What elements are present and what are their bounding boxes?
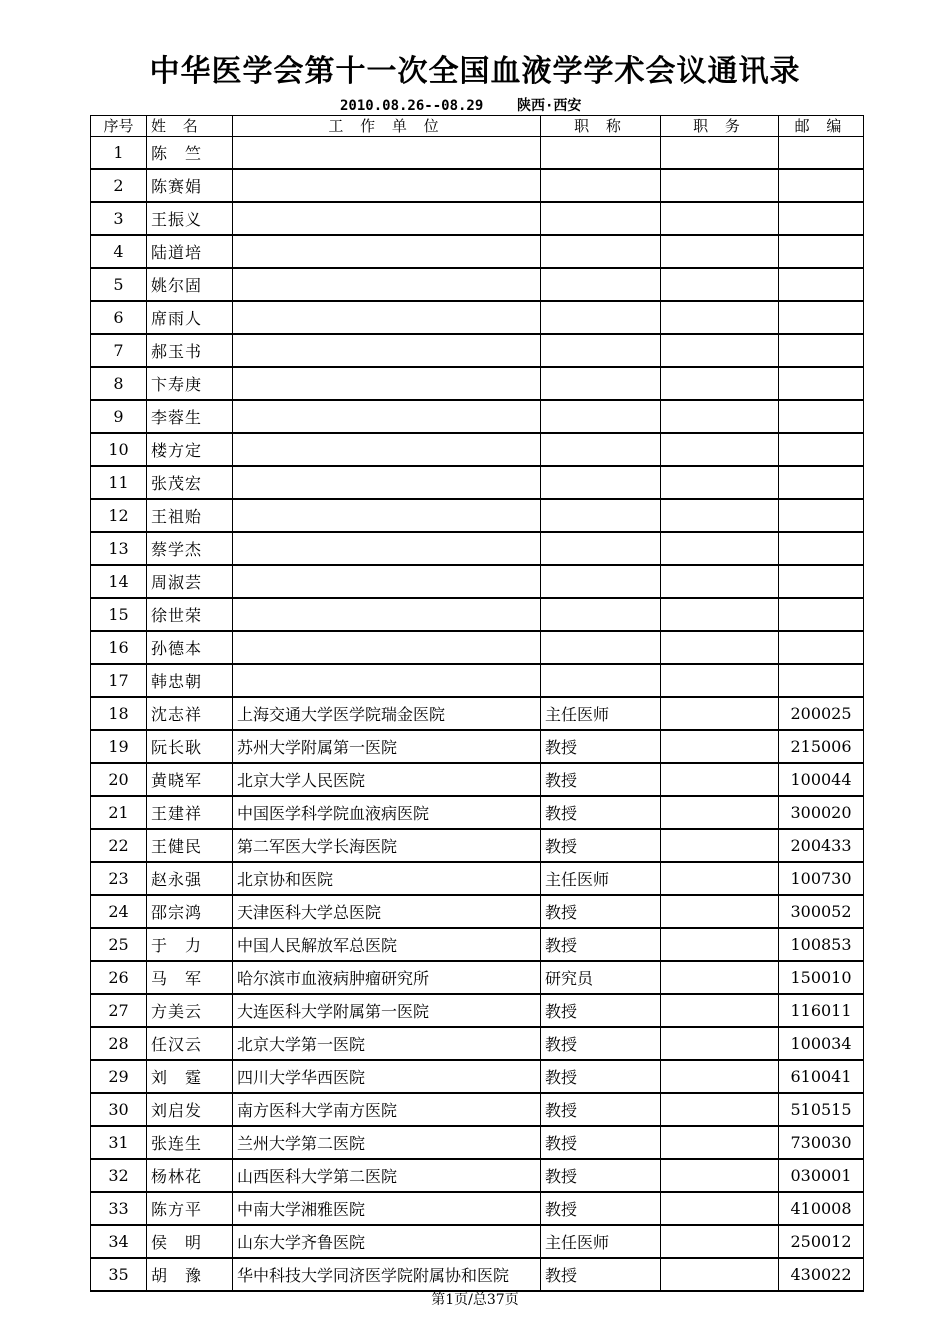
cell-org: 南方医科大学南方医院 <box>233 1093 541 1126</box>
cell-name: 陈方平 <box>147 1192 233 1225</box>
cell-name: 徐世荣 <box>147 598 233 631</box>
cell-org <box>233 334 541 367</box>
cell-org <box>233 235 541 268</box>
cell-zip <box>779 565 864 598</box>
cell-org: 中南大学湘雅医院 <box>233 1192 541 1225</box>
cell-no: 2 <box>91 169 147 202</box>
table-row <box>91 1027 864 1060</box>
cell-org <box>233 301 541 334</box>
cell-no: 22 <box>91 829 147 862</box>
table-row <box>91 532 864 565</box>
cell-no: 1 <box>91 137 147 170</box>
table-row <box>91 730 864 763</box>
cell-no: 18 <box>91 697 147 730</box>
cell-title <box>541 367 661 400</box>
table-row <box>91 137 864 170</box>
cell-duty <box>661 697 779 730</box>
cell-zip: 100034 <box>779 1027 864 1060</box>
cell-org: 北京协和医院 <box>233 862 541 895</box>
cell-org: 华中科技大学同济医学院附属协和医院 <box>233 1258 541 1291</box>
cell-no: 31 <box>91 1126 147 1159</box>
cell-no: 9 <box>91 400 147 433</box>
cell-duty <box>661 268 779 301</box>
table-row <box>91 598 864 631</box>
cell-name: 周淑芸 <box>147 565 233 598</box>
cell-duty <box>661 565 779 598</box>
cell-zip: 100044 <box>779 763 864 796</box>
cell-title: 教授 <box>541 1060 661 1093</box>
cell-zip: 100730 <box>779 862 864 895</box>
cell-title: 教授 <box>541 895 661 928</box>
cell-name: 王祖贻 <box>147 499 233 532</box>
cell-no: 15 <box>91 598 147 631</box>
cell-name: 韩忠朝 <box>147 664 233 697</box>
cell-name: 蔡学杰 <box>147 532 233 565</box>
cell-duty <box>661 1225 779 1258</box>
cell-duty <box>661 532 779 565</box>
cell-name: 卞寿庚 <box>147 367 233 400</box>
cell-duty <box>661 1258 779 1291</box>
cell-org: 天津医科大学总医院 <box>233 895 541 928</box>
cell-duty <box>661 499 779 532</box>
cell-name: 马 军 <box>147 961 233 994</box>
cell-duty <box>661 1192 779 1225</box>
cell-zip <box>779 598 864 631</box>
cell-name: 姚尔固 <box>147 268 233 301</box>
table-row <box>91 268 864 301</box>
cell-org <box>233 268 541 301</box>
cell-title: 教授 <box>541 1126 661 1159</box>
cell-name: 赵永强 <box>147 862 233 895</box>
cell-duty <box>661 1027 779 1060</box>
cell-name: 任汉云 <box>147 1027 233 1060</box>
cell-title <box>541 301 661 334</box>
cell-name: 陈赛娟 <box>147 169 233 202</box>
table-row <box>91 400 864 433</box>
cell-no: 21 <box>91 796 147 829</box>
cell-title: 主任医师 <box>541 697 661 730</box>
cell-zip: 730030 <box>779 1126 864 1159</box>
table-row <box>91 334 864 367</box>
cell-org <box>233 137 541 170</box>
table-row <box>91 796 864 829</box>
cell-name: 张茂宏 <box>147 466 233 499</box>
cell-zip <box>779 301 864 334</box>
cell-no: 28 <box>91 1027 147 1060</box>
cell-title: 教授 <box>541 1258 661 1291</box>
cell-org <box>233 169 541 202</box>
cell-no: 8 <box>91 367 147 400</box>
cell-zip: 300052 <box>779 895 864 928</box>
cell-no: 7 <box>91 334 147 367</box>
cell-duty <box>661 301 779 334</box>
cell-zip: 215006 <box>779 730 864 763</box>
table-row <box>91 565 864 598</box>
cell-no: 23 <box>91 862 147 895</box>
cell-duty <box>661 1060 779 1093</box>
cell-no: 35 <box>91 1258 147 1291</box>
cell-no: 34 <box>91 1225 147 1258</box>
cell-zip: 200025 <box>779 697 864 730</box>
cell-name: 黄晓军 <box>147 763 233 796</box>
cell-name: 王建祥 <box>147 796 233 829</box>
cell-title: 教授 <box>541 1027 661 1060</box>
cell-duty <box>661 169 779 202</box>
cell-no: 6 <box>91 301 147 334</box>
cell-duty <box>661 1126 779 1159</box>
cell-duty <box>661 862 779 895</box>
table-row <box>91 664 864 697</box>
cell-no: 27 <box>91 994 147 1027</box>
cell-name: 王健民 <box>147 829 233 862</box>
cell-org: 上海交通大学医学院瑞金医院 <box>233 697 541 730</box>
cell-duty <box>661 994 779 1027</box>
cell-name: 胡 豫 <box>147 1258 233 1291</box>
cell-title <box>541 466 661 499</box>
cell-org <box>233 433 541 466</box>
cell-name: 杨林花 <box>147 1159 233 1192</box>
cell-org: 大连医科大学附属第一医院 <box>233 994 541 1027</box>
cell-no: 30 <box>91 1093 147 1126</box>
cell-title: 教授 <box>541 994 661 1027</box>
header-duty: 职 务 <box>661 116 779 137</box>
cell-title <box>541 565 661 598</box>
cell-zip: 250012 <box>779 1225 864 1258</box>
cell-duty <box>661 466 779 499</box>
cell-duty <box>661 1159 779 1192</box>
cell-name: 陆道培 <box>147 235 233 268</box>
cell-zip <box>779 334 864 367</box>
cell-name: 陈 竺 <box>147 137 233 170</box>
table-row <box>91 928 864 961</box>
table-row <box>91 1159 864 1192</box>
cell-title <box>541 532 661 565</box>
cell-no: 13 <box>91 532 147 565</box>
cell-zip <box>779 137 864 170</box>
table-row <box>91 862 864 895</box>
cell-title: 研究员 <box>541 961 661 994</box>
cell-title: 主任医师 <box>541 862 661 895</box>
cell-name: 楼方定 <box>147 433 233 466</box>
cell-title <box>541 334 661 367</box>
cell-title <box>541 235 661 268</box>
table-row <box>91 631 864 664</box>
table-row <box>91 301 864 334</box>
cell-name: 邵宗鸿 <box>147 895 233 928</box>
table-row <box>91 697 864 730</box>
cell-duty <box>661 796 779 829</box>
cell-name: 刘 霆 <box>147 1060 233 1093</box>
cell-duty <box>661 202 779 235</box>
table-row <box>91 1126 864 1159</box>
cell-no: 16 <box>91 631 147 664</box>
roster-table <box>90 115 864 1292</box>
cell-zip <box>779 367 864 400</box>
cell-zip: 430022 <box>779 1258 864 1291</box>
table-row <box>91 169 864 202</box>
cell-no: 19 <box>91 730 147 763</box>
cell-duty <box>661 1093 779 1126</box>
cell-title <box>541 268 661 301</box>
cell-name: 阮长耿 <box>147 730 233 763</box>
header-no: 序号 <box>91 116 147 137</box>
cell-org <box>233 202 541 235</box>
cell-org: 四川大学华西医院 <box>233 1060 541 1093</box>
cell-name: 沈志祥 <box>147 697 233 730</box>
cell-no: 14 <box>91 565 147 598</box>
cell-org <box>233 631 541 664</box>
cell-duty <box>661 763 779 796</box>
cell-title <box>541 202 661 235</box>
cell-no: 3 <box>91 202 147 235</box>
cell-no: 29 <box>91 1060 147 1093</box>
cell-zip: 030001 <box>779 1159 864 1192</box>
cell-duty <box>661 400 779 433</box>
cell-org: 山东大学齐鲁医院 <box>233 1225 541 1258</box>
cell-title <box>541 433 661 466</box>
table-row <box>91 829 864 862</box>
cell-title: 教授 <box>541 928 661 961</box>
cell-duty <box>661 730 779 763</box>
cell-name: 于 力 <box>147 928 233 961</box>
table-row <box>91 235 864 268</box>
table-body <box>91 137 864 1292</box>
cell-title: 教授 <box>541 1093 661 1126</box>
table-row <box>91 1093 864 1126</box>
cell-org <box>233 598 541 631</box>
cell-org <box>233 664 541 697</box>
cell-title <box>541 499 661 532</box>
document-subtitle: 2010.08.26--08.29 陕西·西安 <box>340 98 582 114</box>
cell-no: 5 <box>91 268 147 301</box>
cell-duty <box>661 961 779 994</box>
document-title: 中华医学会第十一次全国血液学学术会议通讯录 <box>149 54 801 89</box>
cell-no: 11 <box>91 466 147 499</box>
table-row <box>91 1225 864 1258</box>
cell-no: 10 <box>91 433 147 466</box>
cell-title: 教授 <box>541 730 661 763</box>
table-row <box>91 367 864 400</box>
cell-no: 20 <box>91 763 147 796</box>
cell-zip: 410008 <box>779 1192 864 1225</box>
cell-title <box>541 169 661 202</box>
page-footer: 第1页/总37页 <box>431 1292 519 1308</box>
cell-org: 山西医科大学第二医院 <box>233 1159 541 1192</box>
cell-zip: 510515 <box>779 1093 864 1126</box>
cell-zip <box>779 202 864 235</box>
cell-org <box>233 367 541 400</box>
cell-zip <box>779 466 864 499</box>
cell-zip: 100853 <box>779 928 864 961</box>
cell-name: 侯 明 <box>147 1225 233 1258</box>
cell-zip <box>779 169 864 202</box>
cell-zip <box>779 400 864 433</box>
cell-org: 中国医学科学院血液病医院 <box>233 796 541 829</box>
cell-org: 苏州大学附属第一医院 <box>233 730 541 763</box>
cell-duty <box>661 137 779 170</box>
cell-name: 席雨人 <box>147 301 233 334</box>
cell-no: 26 <box>91 961 147 994</box>
cell-org: 北京大学人民医院 <box>233 763 541 796</box>
cell-name: 王振义 <box>147 202 233 235</box>
cell-org: 中国人民解放军总医院 <box>233 928 541 961</box>
cell-zip <box>779 235 864 268</box>
cell-org <box>233 532 541 565</box>
table-row <box>91 466 864 499</box>
header-name: 姓 名 <box>147 116 233 137</box>
cell-org <box>233 400 541 433</box>
cell-org <box>233 499 541 532</box>
cell-zip <box>779 664 864 697</box>
cell-org: 第二军医大学长海医院 <box>233 829 541 862</box>
cell-title <box>541 664 661 697</box>
cell-duty <box>661 598 779 631</box>
cell-title <box>541 598 661 631</box>
cell-duty <box>661 664 779 697</box>
table-row <box>91 895 864 928</box>
cell-zip: 300020 <box>779 796 864 829</box>
cell-zip: 116011 <box>779 994 864 1027</box>
cell-duty <box>661 928 779 961</box>
cell-no: 32 <box>91 1159 147 1192</box>
cell-title: 教授 <box>541 763 661 796</box>
cell-org <box>233 565 541 598</box>
cell-zip <box>779 631 864 664</box>
cell-no: 33 <box>91 1192 147 1225</box>
table-row <box>91 763 864 796</box>
cell-duty <box>661 334 779 367</box>
table-row <box>91 994 864 1027</box>
table-row <box>91 1258 864 1291</box>
cell-no: 25 <box>91 928 147 961</box>
cell-title: 教授 <box>541 1159 661 1192</box>
cell-title: 教授 <box>541 1192 661 1225</box>
cell-duty <box>661 829 779 862</box>
cell-zip: 610041 <box>779 1060 864 1093</box>
cell-org <box>233 466 541 499</box>
table-header-row <box>91 116 864 137</box>
table-row <box>91 433 864 466</box>
cell-name: 刘启发 <box>147 1093 233 1126</box>
cell-org: 北京大学第一医院 <box>233 1027 541 1060</box>
cell-title: 教授 <box>541 829 661 862</box>
cell-org: 兰州大学第二医院 <box>233 1126 541 1159</box>
header-zip: 邮 编 <box>779 116 864 137</box>
cell-title <box>541 400 661 433</box>
cell-duty <box>661 631 779 664</box>
cell-title <box>541 137 661 170</box>
cell-name: 孙德本 <box>147 631 233 664</box>
cell-title: 教授 <box>541 796 661 829</box>
cell-name: 郝玉书 <box>147 334 233 367</box>
cell-duty <box>661 367 779 400</box>
cell-duty <box>661 895 779 928</box>
cell-zip <box>779 433 864 466</box>
cell-no: 12 <box>91 499 147 532</box>
cell-name: 李蓉生 <box>147 400 233 433</box>
cell-no: 17 <box>91 664 147 697</box>
cell-zip <box>779 268 864 301</box>
table-row <box>91 499 864 532</box>
header-org: 工 作 单 位 <box>233 116 541 137</box>
table-row <box>91 1060 864 1093</box>
cell-name: 方美云 <box>147 994 233 1027</box>
cell-title: 主任医师 <box>541 1225 661 1258</box>
cell-no: 24 <box>91 895 147 928</box>
table-row <box>91 202 864 235</box>
cell-duty <box>661 235 779 268</box>
header-title: 职 称 <box>541 116 661 137</box>
cell-zip <box>779 499 864 532</box>
cell-title <box>541 631 661 664</box>
table-row <box>91 961 864 994</box>
cell-duty <box>661 433 779 466</box>
cell-org: 哈尔滨市血液病肿瘤研究所 <box>233 961 541 994</box>
cell-zip: 150010 <box>779 961 864 994</box>
cell-name: 张连生 <box>147 1126 233 1159</box>
cell-zip: 200433 <box>779 829 864 862</box>
table-row <box>91 1192 864 1225</box>
cell-no: 4 <box>91 235 147 268</box>
cell-zip <box>779 532 864 565</box>
